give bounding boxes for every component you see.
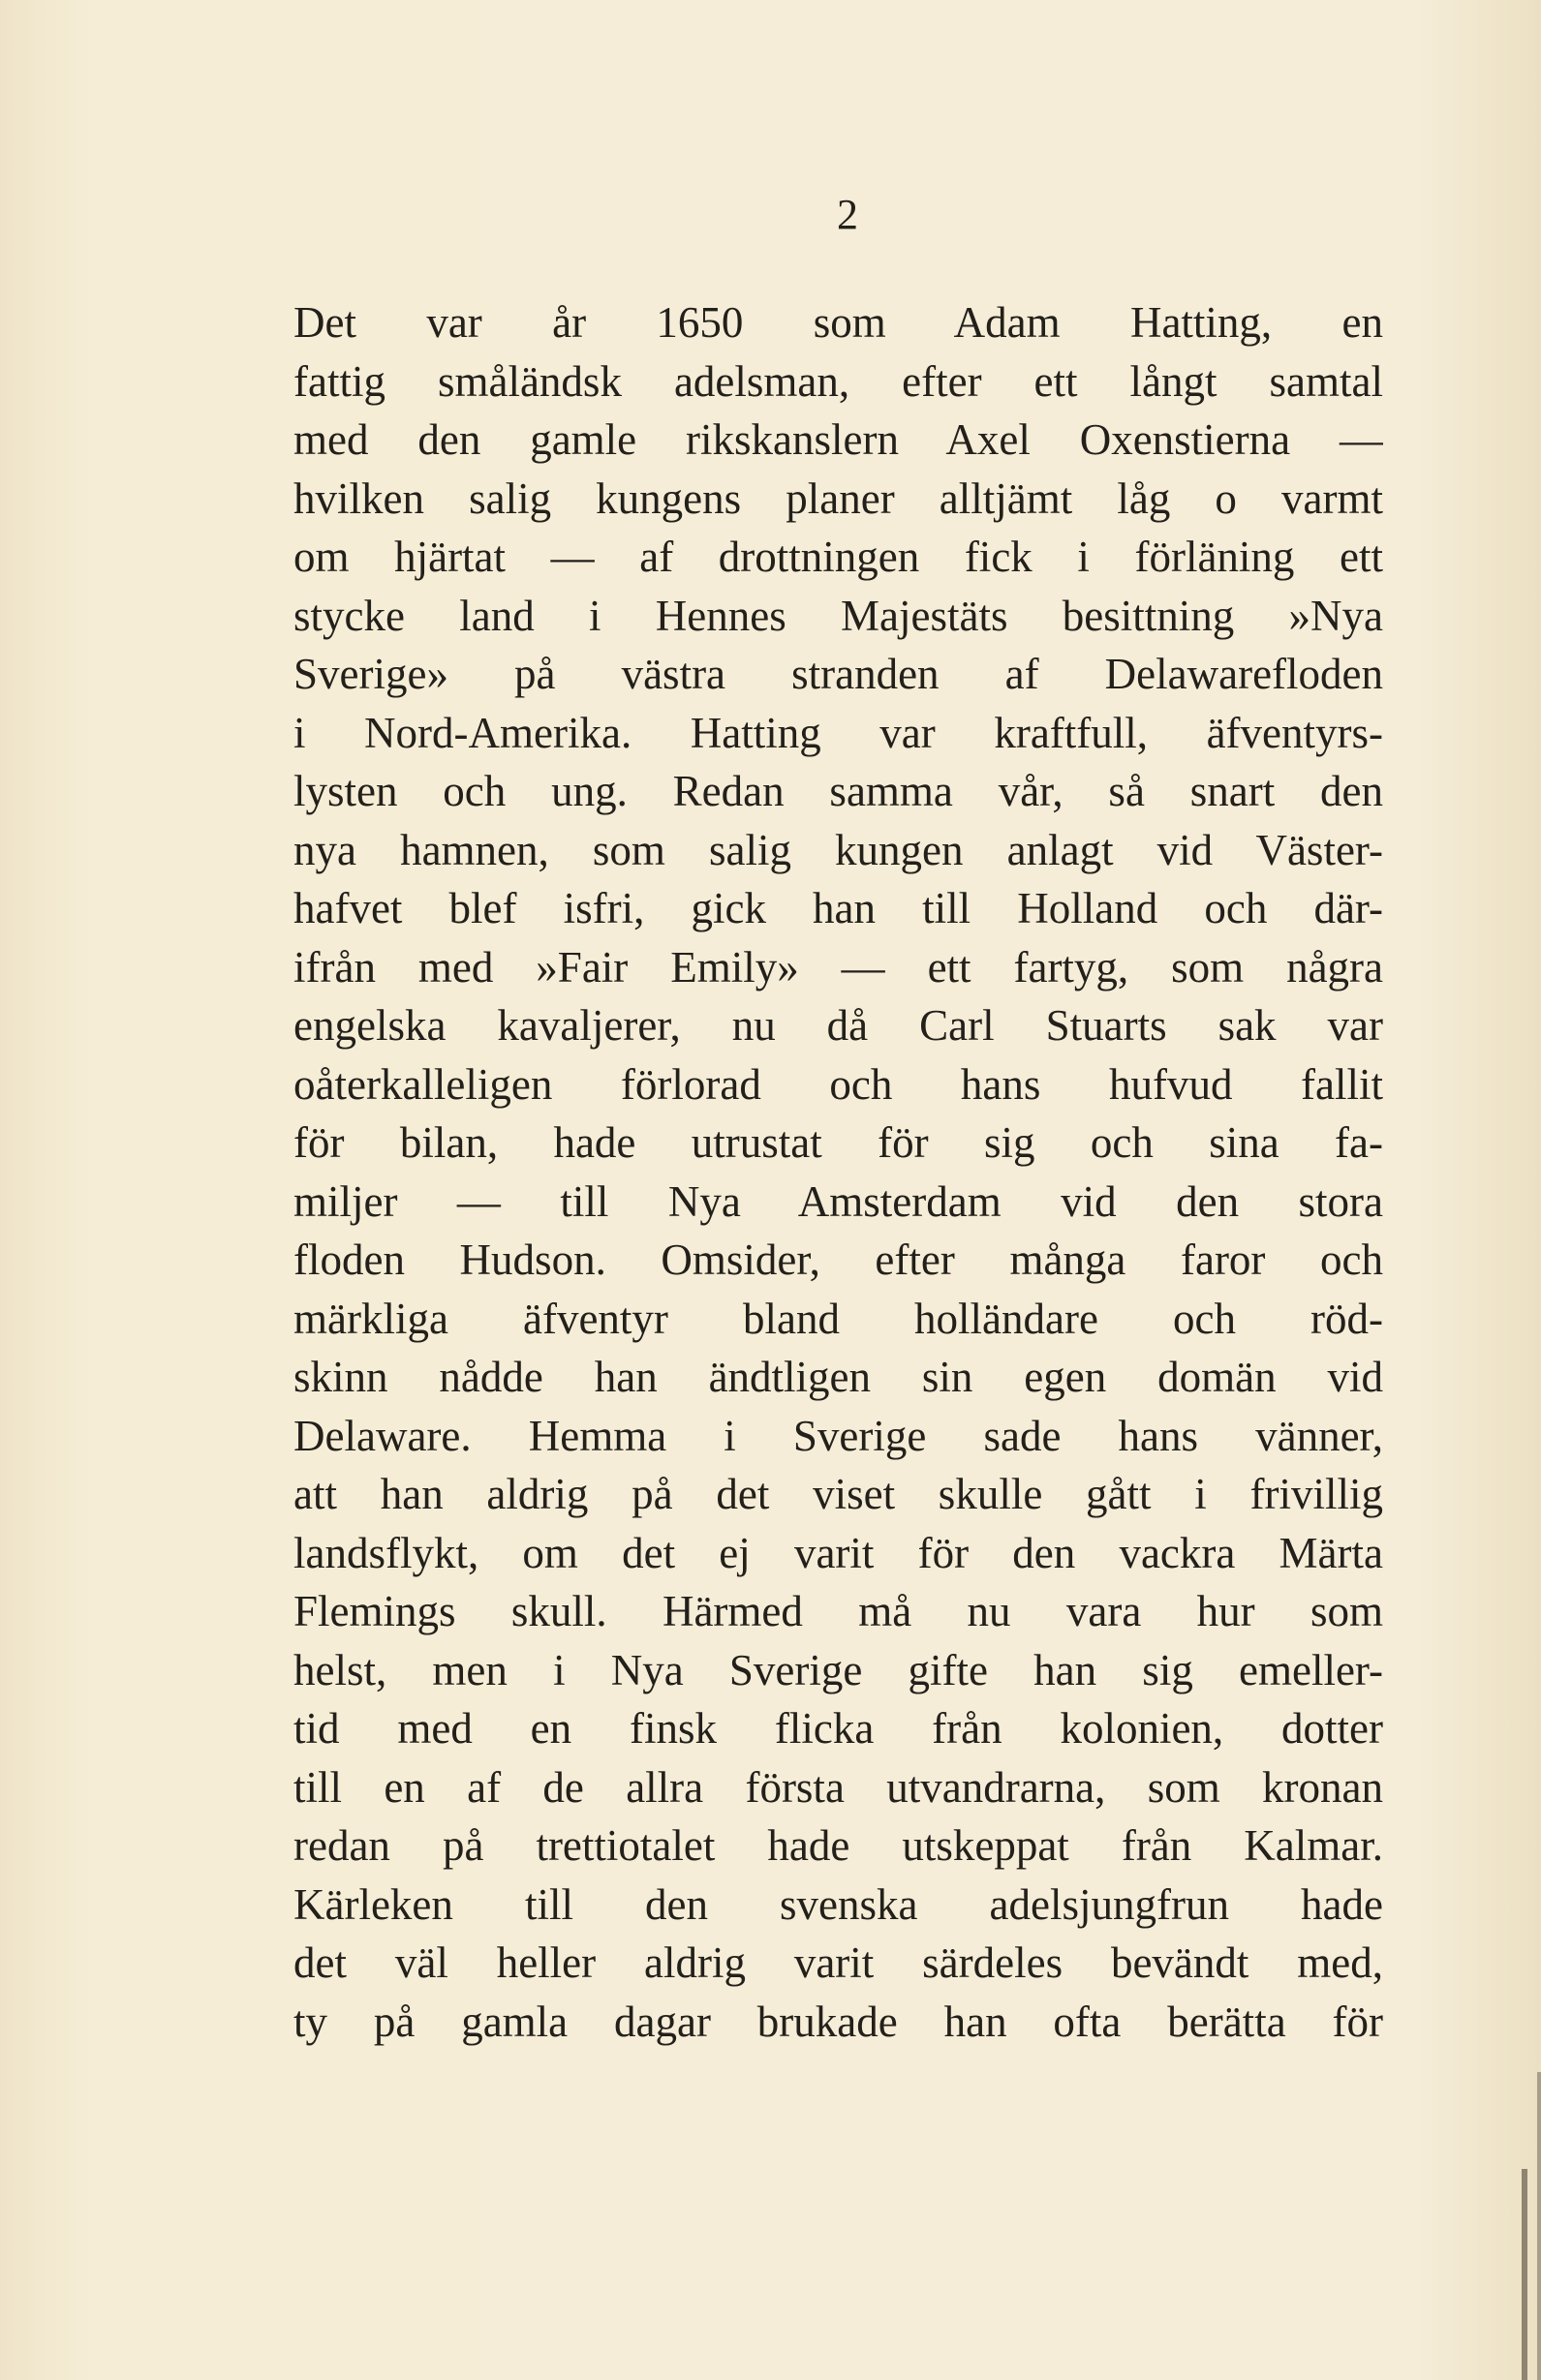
text-line: för bilan, hade utrustat för sig och sina fa-: [293, 1118, 1383, 1167]
text-line: Flemings skull. Härmed må nu vara hur som: [293, 1587, 1383, 1635]
text-line: hvilken salig kungens planer alltjämt låg o varmt: [293, 473, 1383, 523]
text-line: stycke land i Hennes Majestäts besittning »Nya: [293, 591, 1383, 640]
page-edge-shadow: [1537, 2072, 1541, 2380]
text-line: Sverige» på västra stranden af Delawarefloden: [293, 650, 1383, 698]
text-line: oåterkalleligen förlorad och hans hufvud fallit: [293, 1059, 1383, 1109]
text-line: Delaware. Hemma i Sverige sade hans vänner,: [293, 1411, 1383, 1460]
text-line: ifrån med »Fair Emily» — ett fartyg, som några: [293, 942, 1383, 992]
text-line: om hjärtat — af drottningen fick i förläning ett: [293, 533, 1383, 581]
text-line: skinn nådde han ändtligen sin egen domän vid: [293, 1353, 1383, 1401]
text-line: lysten och ung. Redan samma vår, så snart den: [293, 767, 1383, 815]
text-line: Det var år 1650 som Adam Hatting, en: [293, 298, 1383, 347]
text-line: att han aldrig på det viset skulle gått i frivillig: [293, 1470, 1383, 1518]
text-line: engelska kavaljerer, nu då Carl Stuarts sak var: [293, 1001, 1383, 1050]
text-line: märkliga äfventyr bland holländare och röd-: [293, 1294, 1383, 1343]
text-line: tid med en finsk flicka från kolonien, dotter: [293, 1704, 1383, 1753]
page-edge-shadow: [1522, 2169, 1527, 2380]
text-line: helst, men i Nya Sverige gifte han sig emeller-: [293, 1645, 1383, 1694]
text-line: floden Hudson. Omsider, efter många faror och: [293, 1236, 1383, 1284]
page-number: 2: [837, 191, 858, 238]
text-line: med den gamle rikskanslern Axel Oxenstierna —: [293, 415, 1383, 464]
text-line: till en af de allra första utvandrarna, som kronan: [293, 1762, 1383, 1812]
text-line: det väl heller aldrig varit särdeles bevändt med,: [293, 1938, 1383, 1987]
text-line: i Nord-Amerika. Hatting var kraftfull, äfventyrs-: [293, 708, 1383, 757]
text-line: miljer — till Nya Amsterdam vid den stora: [293, 1176, 1383, 1226]
body-text: [293, 293, 1383, 2051]
text-line: landsflykt, om det ej varit för den vackra Märta: [293, 1528, 1383, 1577]
text-line: fattig småländsk adelsman, efter ett långt samtal: [293, 356, 1383, 406]
text-line: nya hamnen, som salig kungen anlagt vid Väster-: [293, 825, 1383, 874]
text-line: Kärleken till den svenska adelsjungfrun hade: [293, 1879, 1383, 1929]
text-line: hafvet blef isfri, gick han till Holland och där-: [293, 884, 1383, 932]
text-line: redan på trettiotalet hade utskeppat från Kalmar.: [293, 1821, 1383, 1870]
text-line: ty på gamla dagar brukade han ofta berätta för: [293, 1997, 1383, 2046]
